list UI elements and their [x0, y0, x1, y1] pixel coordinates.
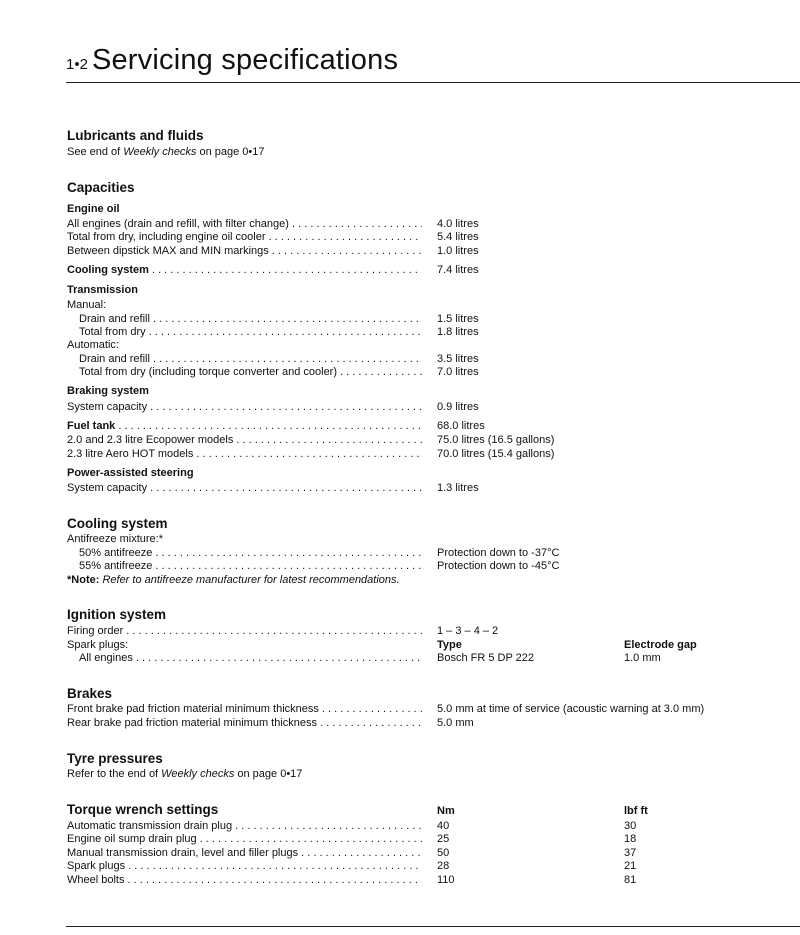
spark-plugs-label: Spark plugs: [67, 639, 129, 651]
torque-row-nm: 110 [437, 874, 455, 886]
torque-row-label: Wheel bolts . . . [67, 874, 422, 887]
header-rule [66, 82, 800, 83]
brakes-heading: Brakes [67, 686, 113, 701]
page-title: Servicing specifications [91, 44, 399, 76]
steering-row-label: System capacity . . . [67, 482, 422, 495]
steering-row-value: 1.3 litres [437, 482, 479, 494]
tyres-note-ref: Weekly checks [161, 768, 235, 780]
capacities-heading: Capacities [67, 180, 135, 195]
firing-order-label: Firing order . . . [67, 625, 422, 638]
all-engines-label: All engines . . . [79, 652, 422, 665]
torque-row-nm: 25 [437, 833, 450, 845]
torque-row-label: Automatic transmission drain plug . . . [67, 820, 422, 833]
fuel-tank-row [67, 420, 422, 433]
manual-label: Manual: [67, 299, 107, 311]
lubricants-note-ref: Weekly checks [123, 146, 197, 158]
braking-row-value: 0.9 litres [437, 401, 479, 413]
electrode-gap-value: 1.0 mm [624, 652, 661, 664]
torque-row-lbf: 81 [624, 874, 637, 886]
manual-row-label: Drain and refill . . . [79, 313, 422, 326]
cooling-capacity-label: Cooling system [67, 264, 149, 276]
torque-nm-header: Nm [437, 805, 455, 817]
fuel-tank-value: 68.0 litres [437, 420, 485, 432]
tyres-heading: Tyre pressures [67, 751, 163, 766]
auto-row-value: 3.5 litres [437, 353, 479, 365]
engine-oil-row-label: Between dipstick MAX and MIN markings . . . [67, 245, 422, 258]
page-number: 1•2 [66, 56, 88, 73]
torque-row-label: Engine oil sump drain plug . . . [67, 833, 422, 846]
note-text: Refer to antifreeze manufacturer for latest recommendations. [99, 574, 400, 586]
engine-oil-label: Engine oil [67, 203, 120, 215]
manual-row-value: 1.8 litres [437, 326, 479, 338]
lubricants-note [67, 146, 265, 159]
torque-row-lbf: 30 [624, 820, 637, 832]
brake-row-label: Rear brake pad friction material minimum thickness . . . [67, 717, 422, 730]
torque-row-lbf: 37 [624, 847, 637, 859]
ignition-heading: Ignition system [67, 607, 167, 622]
antifreeze-label: Antifreeze mixture:* [67, 533, 163, 545]
firing-order-value: 1 – 3 – 4 – 2 [437, 625, 499, 637]
braking-label: Braking system [67, 385, 149, 397]
torque-row-label: Spark plugs . . . [67, 860, 422, 873]
engine-oil-row-value: 4.0 litres [437, 218, 479, 230]
engine-oil-row-label: All engines (drain and refill, with filter change) . . . [67, 218, 422, 231]
torque-heading: Torque wrench settings [67, 802, 219, 817]
engine-oil-row-label: Total from dry, including engine oil cooler . . . [67, 231, 422, 244]
torque-row-lbf: 18 [624, 833, 637, 845]
automatic-label: Automatic: [67, 339, 119, 351]
fuel-tank-label: Fuel tank [67, 420, 116, 432]
manual-row-label: Total from dry . . . [79, 326, 422, 339]
torque-row-lbf: 21 [624, 860, 637, 872]
tyres-note-post: on page 0•17 [234, 768, 303, 780]
fuel-row-value: 70.0 litres (15.4 gallons) [437, 448, 555, 460]
fuel-row-value: 75.0 litres (16.5 gallons) [437, 434, 555, 446]
antifreeze-row-value: Protection down to -37°C [437, 547, 560, 559]
antifreeze-row-label: 55% antifreeze . . . [79, 560, 422, 573]
electrode-gap-header: Electrode gap [624, 639, 697, 651]
transmission-label: Transmission [67, 284, 138, 296]
auto-row-value: 7.0 litres [437, 366, 479, 378]
spark-type-header: Type [437, 639, 462, 651]
antifreeze-note [67, 574, 400, 587]
footer-rule [66, 926, 800, 927]
torque-row-label: Manual transmission drain, level and filler plugs . . . [67, 847, 422, 860]
antifreeze-row-value: Protection down to -45°C [437, 560, 560, 572]
manual-row-value: 1.5 litres [437, 313, 479, 325]
cooling-capacity-value: 7.4 litres [437, 264, 479, 276]
torque-row-nm: 50 [437, 847, 450, 859]
brake-row-value: 5.0 mm at time of service (acoustic warning at 3.0 mm) [437, 703, 705, 715]
steering-label: Power-assisted steering [67, 467, 194, 479]
auto-row-label: Total from dry (including torque converter and cooler) . . . [79, 366, 422, 379]
antifreeze-row-label: 50% antifreeze . . . [79, 547, 422, 560]
tyres-note-pre: Refer to the end of [67, 768, 162, 780]
braking-row-label: System capacity . . . [67, 401, 422, 414]
fuel-row-label: 2.0 and 2.3 litre Ecopower models . . . [67, 434, 422, 447]
spark-plug-type: Bosch FR 5 DP 222 [437, 652, 535, 664]
lubricants-heading: Lubricants and fluids [67, 128, 204, 143]
lubricants-note-post: on page 0•17 [196, 146, 265, 158]
torque-lbf-header: lbf ft [624, 805, 648, 817]
brake-row-value: 5.0 mm [437, 717, 474, 729]
torque-row-nm: 28 [437, 860, 450, 872]
torque-row-nm: 40 [437, 820, 450, 832]
engine-oil-row-value: 1.0 litres [437, 245, 479, 257]
lubricants-note-pre: See end of [67, 146, 124, 158]
auto-row-label: Drain and refill . . . [79, 353, 422, 366]
engine-oil-row-value: 5.4 litres [437, 231, 479, 243]
tyres-note [67, 768, 302, 781]
brake-row-label: Front brake pad friction material minimum thickness . . . [67, 703, 422, 716]
fuel-row-label: 2.3 litre Aero HOT models . . . [67, 448, 422, 461]
cooling-capacity-row [67, 264, 422, 277]
cooling-heading: Cooling system [67, 516, 168, 531]
page-header [66, 44, 398, 77]
note-label: *Note: [67, 574, 100, 586]
